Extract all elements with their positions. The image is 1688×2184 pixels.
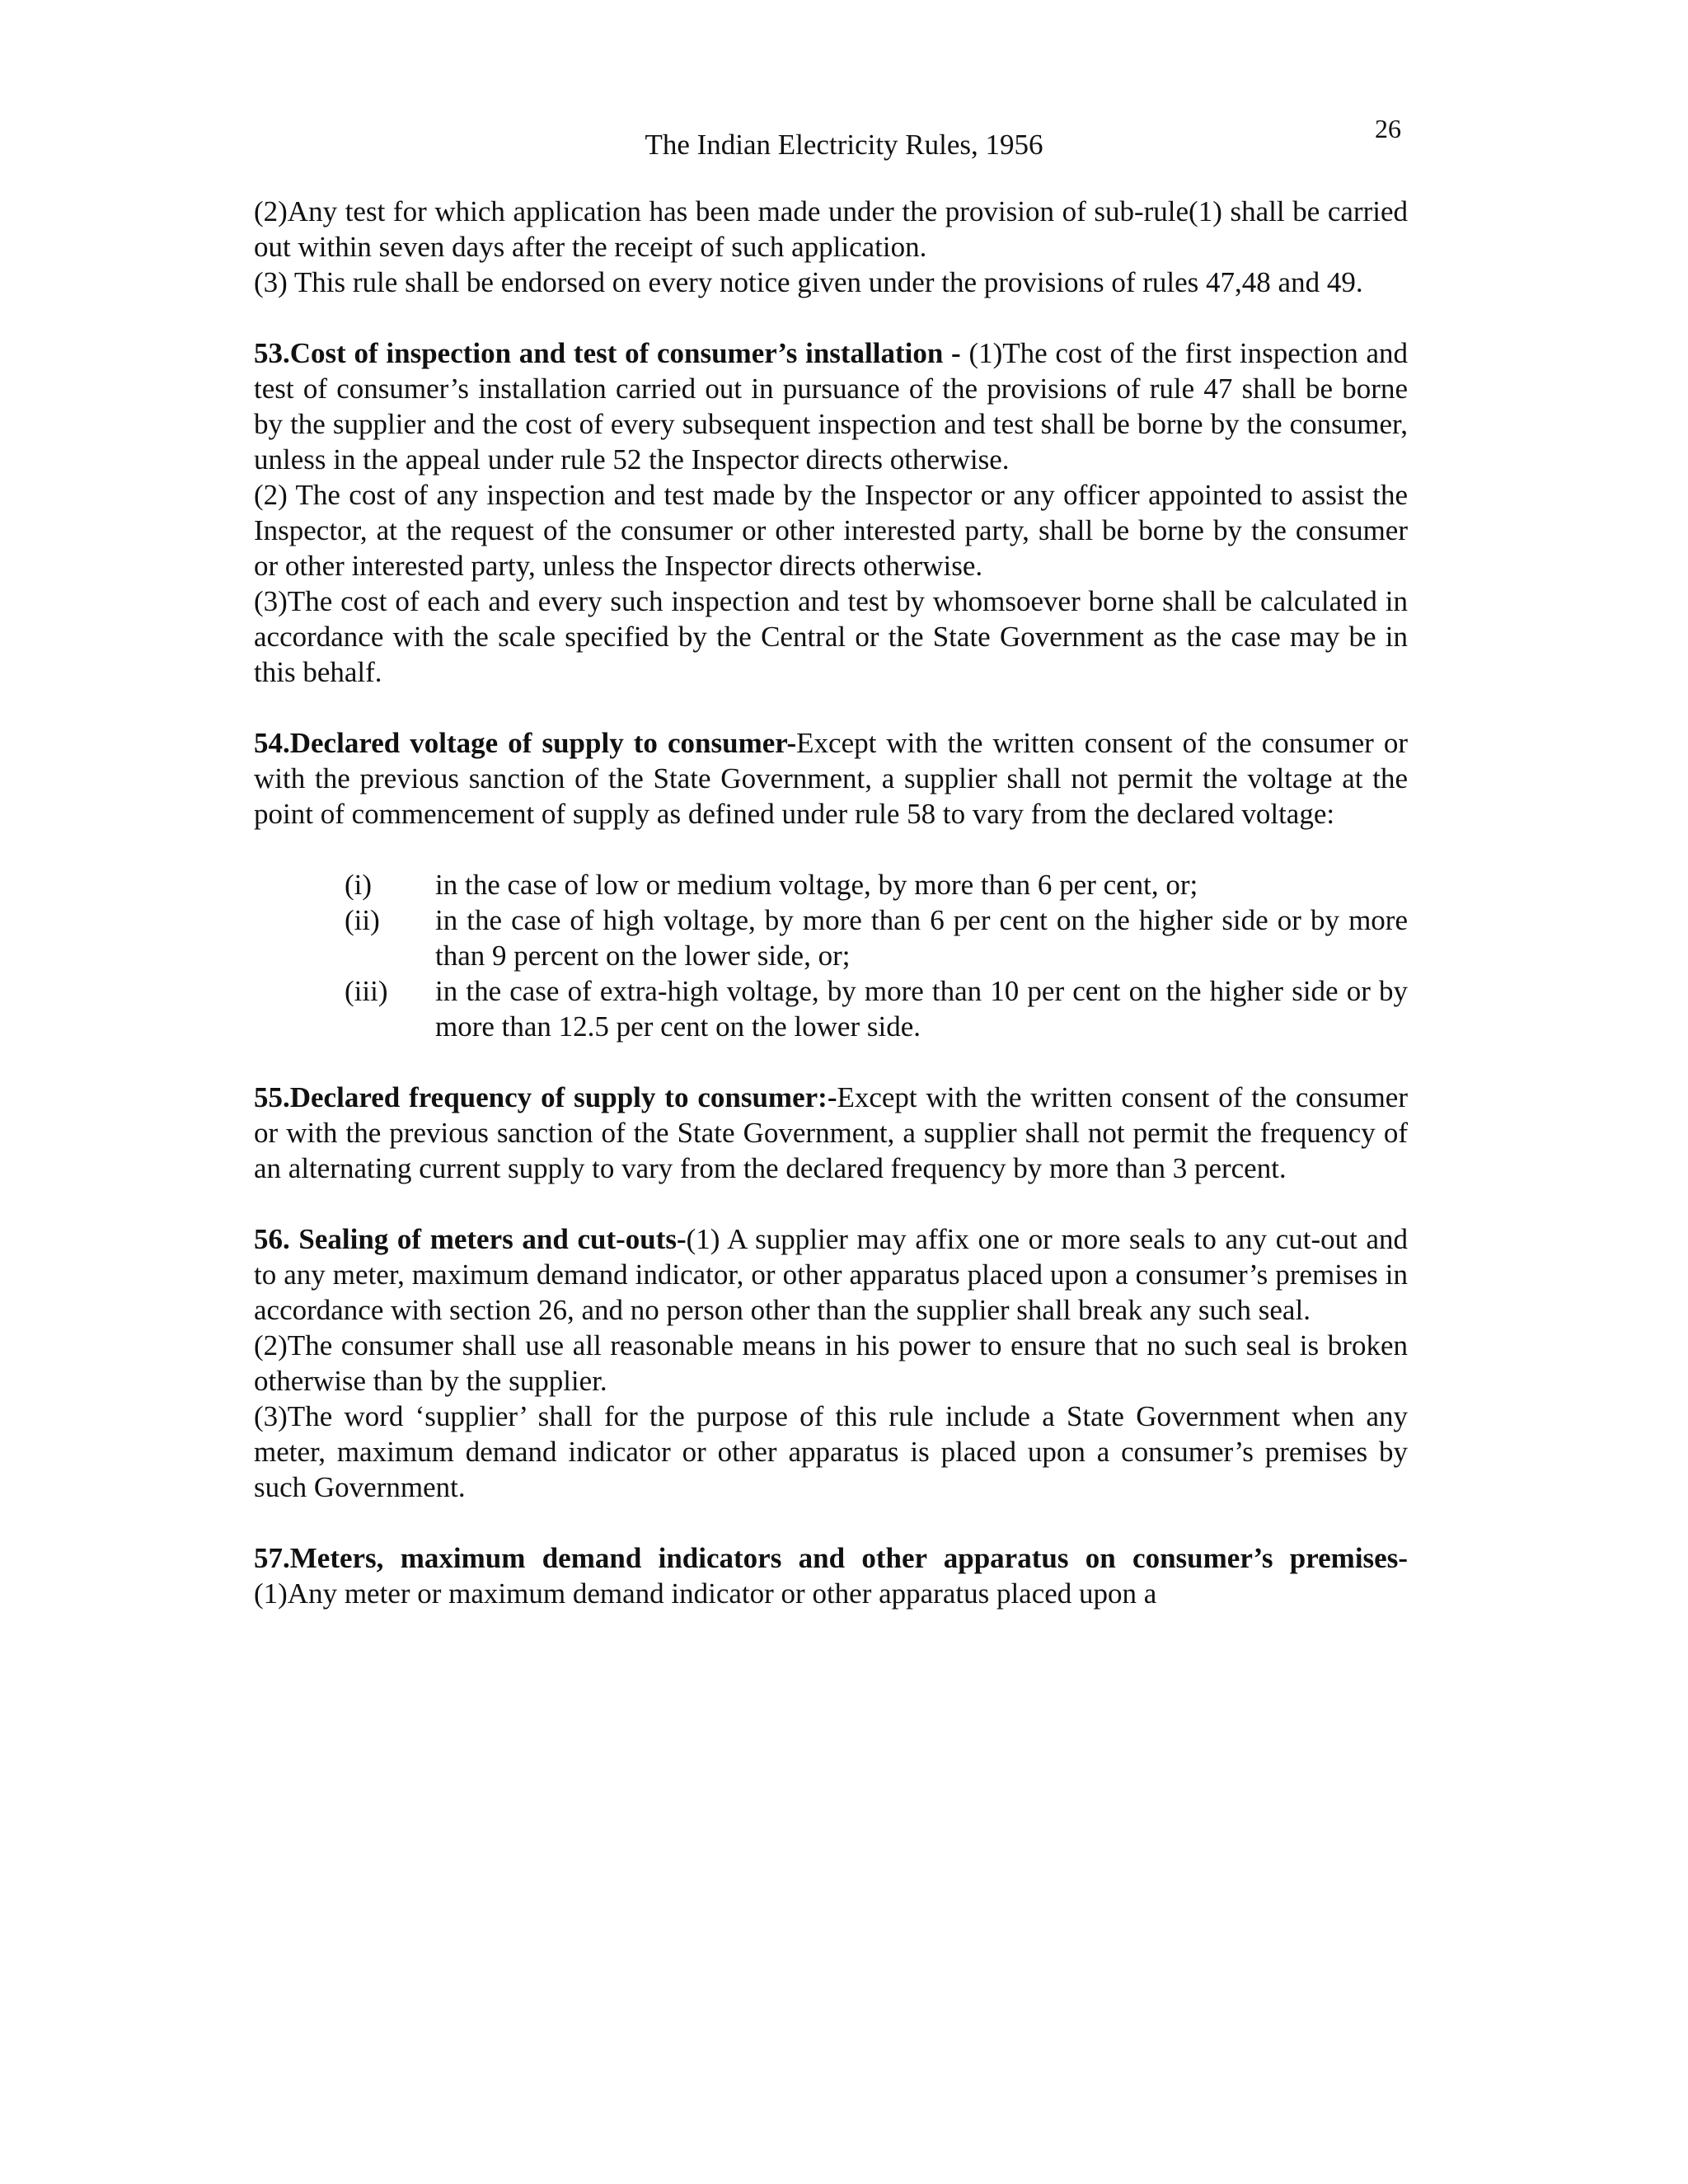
rule-53-sub-3: (3)The cost of each and every such inspection and test by whomsoever borne shall be calculated in accordance with the scale specified by the Central or the State Government as the case may be in this behalf. <box>254 585 1408 688</box>
rule-56-sub-3: (3)The word ‘supplier’ shall for the purpose of this rule include a State Government when any meter, maximum demand indicator or other apparatus is placed upon a consumer’s premises by such Government. <box>254 1400 1408 1503</box>
rule-56-sub-1-text: (1) A supplier may affix one or more seals to any cut-out and to any meter, maximum demand indicator, or other apparatus placed upon a consumer’s premises in accordance with section 26, and no person other than the supplier shall break any such seal. <box>254 1223 1408 1326</box>
rule-54-clause-iii <box>254 973 1408 1044</box>
rule-54-heading: 54.Declared voltage of supply to consumer- <box>254 727 797 759</box>
clause-number: (ii) <box>345 904 380 936</box>
rule-55-body <box>254 1080 1408 1186</box>
rule-54-body-text: Except with the written consent of the consumer or with the previous sanction of the State Government, a supplier shall not permit the voltage at the point of commencement of supply as defined under rule 58 to vary from the declared voltage: <box>254 727 1408 830</box>
rule-53-sub-1-text: (1)The cost of the first inspection and test of consumer’s installation carried out in pursuance of the provisions of rule 47 shall be borne by the supplier and the cost of every subsequent inspection and test shall be borne by the consumer, unless in the appeal under rule 52 the Inspector directs otherwise. <box>254 337 1408 476</box>
rule-54-clause-ii <box>254 902 1408 973</box>
rule-52-sub-2: (2)Any test for which application has been made under the provision of sub-rule(1) shall be carried out within seven days after the receipt of such application. <box>254 195 1408 263</box>
rule-57-heading-line <box>254 1540 1408 1576</box>
rule-53-sub-1 <box>254 335 1408 477</box>
rule-54-clauses <box>254 867 1408 1044</box>
clause-text: in the case of extra-high voltage, by more than 10 per cent on the higher side or by more than 12.5 per cent on the lower side. <box>435 975 1408 1043</box>
document-body <box>254 194 1408 1611</box>
rule-56-sub-2: (2)The consumer shall use all reasonable means in his power to ensure that no such seal is broken otherwise than by the supplier. <box>254 1329 1408 1397</box>
rule-54-clause-i <box>254 867 1408 902</box>
rule-52-sub-3: (3) This rule shall be endorsed on every notice given under the provisions of rules 47,48 and 49. <box>254 266 1363 298</box>
clause-text: in the case of low or medium voltage, by more than 6 per cent, or; <box>435 869 1198 901</box>
rule-57-heading: 57.Meters, maximum demand indicators and other apparatus on consumer’s premises- <box>254 1542 1408 1574</box>
clause-text: in the case of high voltage, by more than 6 per cent on the higher side or by more than 9 percent on the lower side, or; <box>435 904 1408 972</box>
rule-56-sub-1 <box>254 1221 1408 1328</box>
rule-53-heading: 53.Cost of inspection and test of consumer’s installation - <box>254 337 969 369</box>
rule-55-body-text: Except with the written consent of the consumer or with the previous sanction of the State Government, a supplier shall not permit the frequency of an alternating current supply to vary from the declared frequency by more than 3 percent. <box>254 1081 1409 1184</box>
rule-55-heading: 55.Declared frequency of supply to consumer:- <box>254 1081 837 1113</box>
running-header: The Indian Electricity Rules, 1956 <box>645 129 1043 161</box>
rule-57-sub-1: (1)Any meter or maximum demand indicator or other apparatus placed upon a <box>254 1577 1157 1610</box>
clause-number: (iii) <box>345 975 388 1007</box>
rule-54-body <box>254 725 1408 832</box>
page-number: 26 <box>1375 114 1401 143</box>
rule-56-heading: 56. Sealing of meters and cut-outs- <box>254 1223 687 1255</box>
clause-number: (i) <box>345 869 373 901</box>
rule-53-sub-2: (2) The cost of any inspection and test made by the Inspector or any officer appointed to assist the Inspector, at the request of the consumer or other interested party, shall be borne by the consumer or other interested party, unless the Inspector directs otherwise. <box>254 479 1408 582</box>
